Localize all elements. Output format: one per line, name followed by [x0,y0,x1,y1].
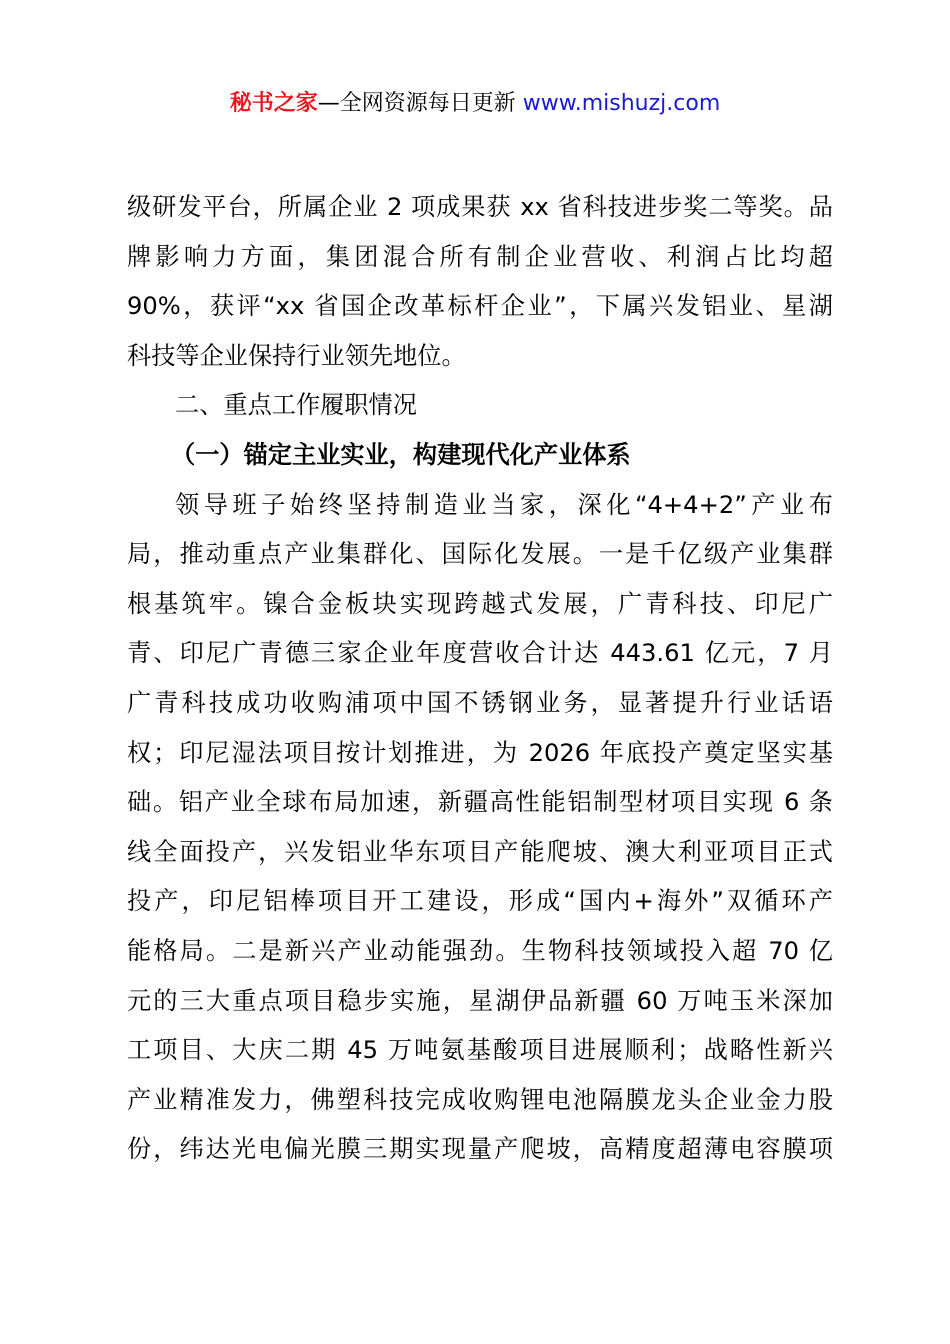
paragraph-line: 90%，获评“xx 省国企改革标杆企业”，下属兴发铝业、星湖 [127,292,833,321]
paragraph-line: 级研发平台，所属企业 2 项成果获 xx 省科技进步奖二等奖。品 [127,193,833,221]
paragraph-line: 权；印尼湿法项目按计划推进，为 2026 年底投产奠定坚实基 [127,738,833,767]
site-url-link[interactable]: www.mishuzj.com [522,91,721,116]
paragraph-line: 青、印尼广青德三家企业年度营收合计达 443.61 亿元，7 月 [127,639,833,668]
paragraph-line: 线全面投产，兴发铝业华东项目产能爬坡、澳大利亚项目正式 [127,837,833,866]
paragraph-line: 份，纬达光电偏光膜三期实现量产爬坡，高精度超薄电容膜项 [127,1135,833,1164]
paragraph-line: 础。铝产业全球布局加速，新疆高性能铝制型材项目实现 6 条 [127,788,833,817]
paragraph-line: 根基筑牢。镍合金板块实现跨越式发展，广青科技、印尼广 [127,589,833,618]
paragraph-line: 广青科技成功收购浦项中国不锈钢业务，显著提升行业话语 [127,688,833,717]
paragraph-line: 投产，印尼铝棒项目开工建设，形成“国内+海外”双循环产 [127,887,833,916]
paragraph-line: 牌影响力方面，集团混合所有制企业营收、利润占比均超 [127,242,833,271]
paragraph-line: 局，推动重点产业集群化、国际化发展。一是千亿级产业集群 [127,540,833,569]
paragraph-line: 产业精准发力，佛塑科技完成收购锂电池隔膜龙头企业金力股 [127,1085,833,1114]
paragraph-line: 科技等企业保持行业领先地位。 [127,341,466,370]
site-tagline: —全网资源每日更新 [317,91,523,116]
paragraph-line: 能格局。二是新兴产业动能强劲。生物科技领域投入超 70 亿 [127,936,833,965]
section-heading: 二、重点工作履职情况 [175,391,417,420]
document-body [127,183,833,1175]
paragraph-line: 领导班子始终坚持制造业当家，深化“4+4+2”产业布 [175,490,833,519]
page-header [0,88,950,120]
subsection-heading: （一）锚定主业实业，构建现代化产业体系 [171,440,631,469]
paragraph-line: 工项目、大庆二期 45 万吨氨基酸项目进展顺利；战略性新兴 [127,1036,833,1065]
paragraph-line: 元的三大重点项目稳步实施，星湖伊品新疆 60 万吨玉米深加 [127,986,833,1015]
site-brand: 秘书之家 [229,91,318,116]
